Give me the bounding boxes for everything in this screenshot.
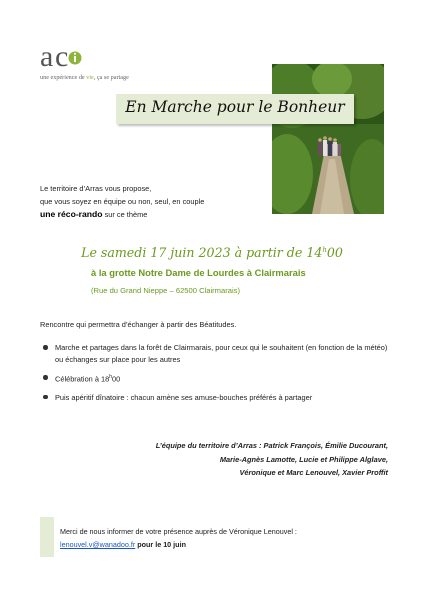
title-band [116,94,354,124]
note-accent-bar [40,517,54,557]
event-place: à la grotte Notre Dame de Lourdes à Clairmarais [91,267,306,278]
bullet-icon [43,375,48,380]
forest-path-photo [272,64,384,214]
logo-tagline: une expérience de vie, ça se partage [40,74,129,81]
rsvp-note: Merci de nous informer de votre présence auprès de Véronique Lenouvel : lenouvel.v@wanadoo.fr pour le 10 juin [60,527,297,549]
page-title: En Marche pour le Bonheur [125,98,345,116]
event-date: Le samedi 17 juin 2023 à partir de 14$^h$00 [81,245,343,260]
list-item: Célébration à 18$^h$00 [40,372,390,385]
intro-line-3: une réco-rando sur ce thème [40,209,148,219]
list-item: Marche et partages dans la forêt de Clairmarais, pour ceux qui le souhaitent (en fonction de la météo) ou échanges sur place pour les autres [40,342,390,365]
intro-paragraph [40,183,270,222]
organizing-team: L’équipe du territoire d’Arras : Patrick François, Émilie Ducourant, Marie-Agnès Lamotte, Lucie et Philippe Alglave, Véronique et Marc Lenouvel, Xavier Proffit [155,441,388,478]
intro-line-1: Le territoire d’Arras vous propose, [40,184,152,193]
event-address: (Rue du Grand Nieppe – 62500 Clairmarais) [91,286,240,295]
intro-line-2: que vous soyez en équipe ou non, seul, en couple [40,196,205,206]
aci-logo [40,42,86,72]
lead-text: Rencontre qui permettra d’échanger à partir des Béatitudes. [40,320,237,329]
intro-highlight: une réco-rando [40,209,103,219]
svg-text:a: a [40,42,54,72]
svg-text:c: c [55,42,69,72]
list-item: Puis apéritif dînatoire : chacun amène ses amuse-bouches préférés à partager [40,392,390,404]
bullet-icon [43,395,48,400]
programme-list [40,342,390,410]
bullet-icon [43,345,48,350]
email-link[interactable]: lenouvel.v@wanadoo.fr [60,539,136,549]
